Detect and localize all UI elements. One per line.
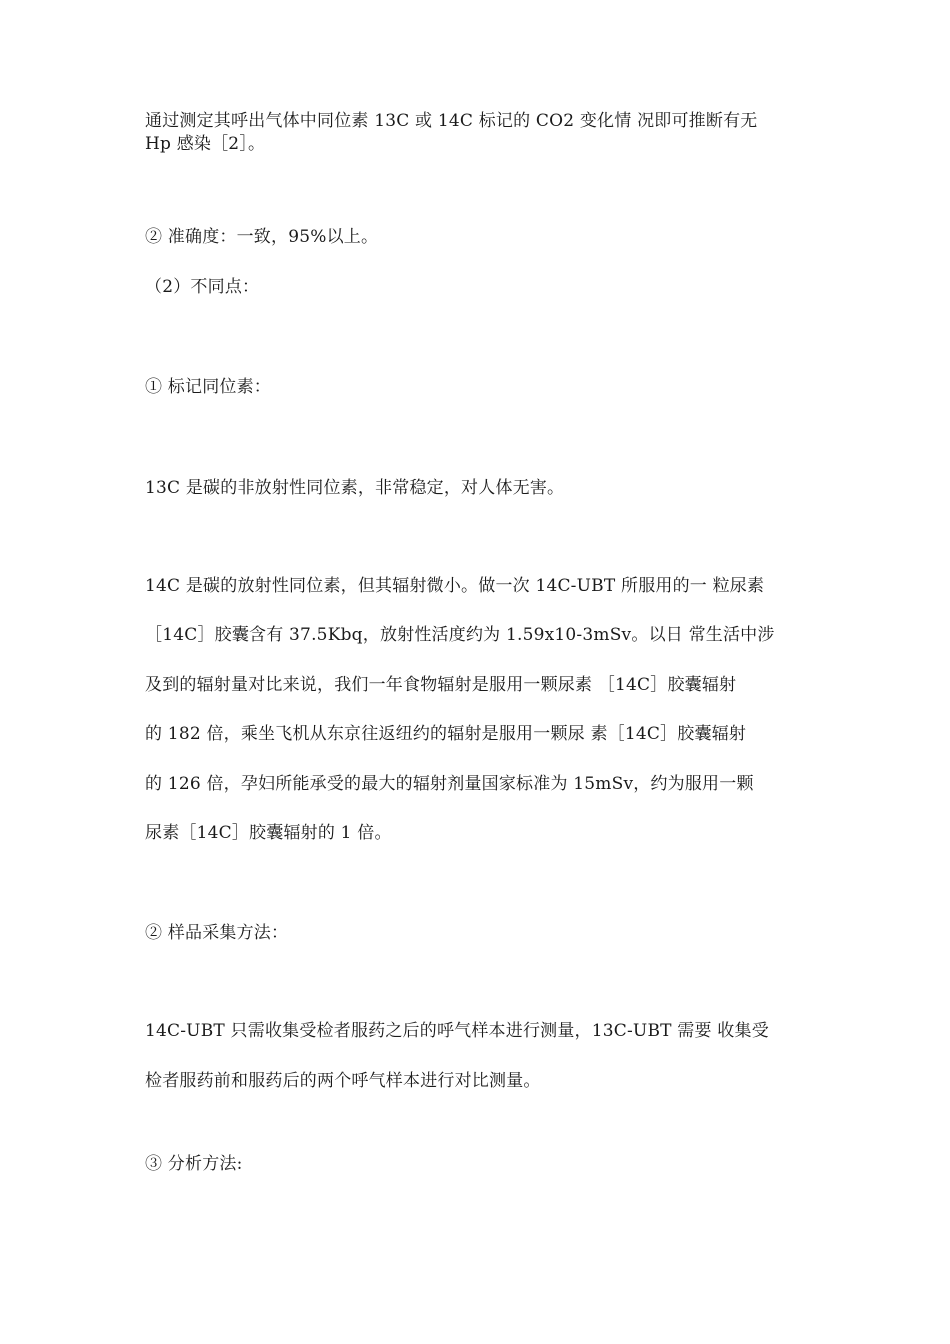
subheading: （2）不同点：	[145, 277, 260, 297]
text-line: 检者服药前和服药后的两个呼气样本进行对比测量。	[145, 1071, 541, 1091]
text-line: Hp 感染［2］。	[145, 134, 266, 154]
text-line: ［14C］胶囊含有 37.5Kbq，放射性活度约为 1.59x10-3mSv。以日 常生活中涉	[145, 625, 775, 645]
text-line: 的 182 倍，乘坐飞机从东京往返纽约的辐射是服用一颗尿 素［14C］胶囊辐射	[145, 724, 747, 744]
text-line: 及到的辐射量对比来说，我们一年食物辐射是服用一颗尿素 ［14C］胶囊辐射	[145, 675, 737, 695]
text-line: 的 126 倍，孕妇所能承受的最大的辐射剂量国家标准为 15mSv，约为服用一颗	[145, 774, 754, 794]
subheading: ① 标记同位素：	[145, 377, 272, 397]
subheading: ② 样品采集方法：	[145, 923, 289, 943]
text-line: 尿素［14C］胶囊辐射的 1 倍。	[145, 823, 392, 843]
text-line: 13C 是碳的非放射性同位素，非常稳定，对人体无害。	[145, 478, 565, 498]
text-line: ② 准确度：一致，95%以上。	[145, 227, 379, 247]
text-line: 通过测定其呼出气体中同位素 13C 或 14C 标记的 CO2 变化情 况即可推断有无	[145, 111, 758, 131]
text-line: 14C-UBT 只需收集受检者服药之后的呼气样本进行测量，13C-UBT 需要 收集受	[145, 1021, 769, 1041]
text-line: 14C 是碳的放射性同位素，但其辐射微小。做一次 14C-UBT 所服用的一 粒尿素	[145, 576, 765, 596]
subheading: ③ 分析方法:	[145, 1154, 243, 1174]
